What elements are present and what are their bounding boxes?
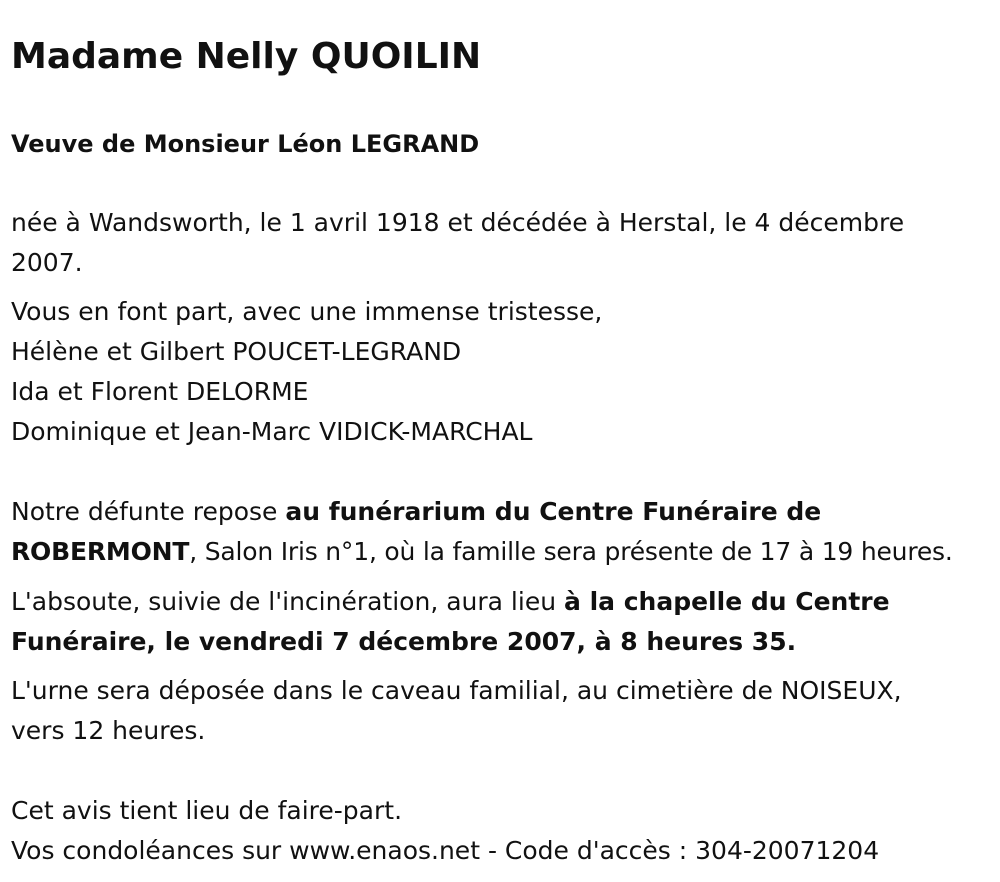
family-member-3: Dominique et Jean-Marc VIDICK-MARCHAL	[11, 417, 533, 446]
family-member-2: Ida et Florent DELORME	[11, 377, 309, 406]
faire-part-note: Cet avis tient lieu de faire-part.	[11, 796, 403, 825]
absoute-line-2	[11, 622, 986, 662]
repose-robermont-bold: ROBERMONT	[11, 537, 190, 566]
absoute-line-1	[11, 582, 986, 622]
repose-suffix: , Salon Iris n°1, où la famille sera présente de 17 à 19 heures.	[189, 537, 953, 566]
page-title: Madame Nelly QUOILIN	[11, 36, 482, 77]
repose-location-bold: au funérarium du Centre Funéraire de	[285, 497, 822, 526]
repose-line-1	[11, 492, 986, 532]
absoute-date-bold: Funéraire, le vendredi 7 décembre 2007, à 8 heures 35.	[11, 627, 797, 656]
urne-line-2: vers 12 heures.	[11, 716, 206, 745]
absoute-prefix: L'absoute, suivie de l'incinération, aura lieu	[11, 587, 564, 616]
absoute-chapel-bold: à la chapelle du Centre	[564, 587, 890, 616]
repose-line-2	[11, 532, 986, 572]
repose-prefix: Notre défunte repose	[11, 497, 286, 526]
subtitle-widow-of: Veuve de Monsieur Léon LEGRAND	[11, 130, 480, 158]
condolences-line: Vos condoléances sur www.enaos.net - Code d'accès : 304-20071204	[11, 836, 880, 865]
family-member-1: Hélène et Gilbert POUCET-LEGRAND	[11, 337, 462, 366]
birth-death-line-1: née à Wandsworth, le 1 avril 1918 et décédée à Herstal, le 4 décembre	[11, 208, 905, 237]
urne-line-1: L'urne sera déposée dans le caveau familial, au cimetière de NOISEUX,	[11, 676, 902, 705]
announcement-intro: Vous en font part, avec une immense tristesse,	[11, 297, 603, 326]
birth-death-line-2: 2007.	[11, 248, 83, 277]
